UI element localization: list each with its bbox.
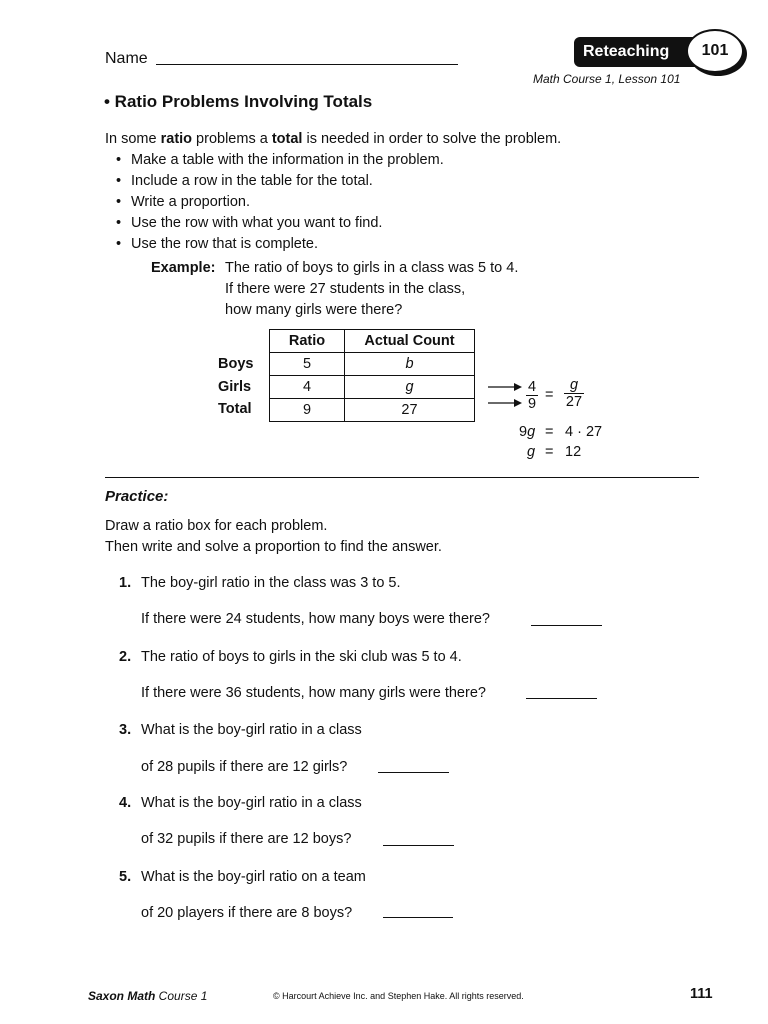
ratio-header: Ratio: [270, 330, 345, 353]
footer-course: Course 1: [155, 989, 208, 1003]
step-coefficient: 9: [519, 424, 528, 440]
intro-text: In some: [105, 131, 161, 147]
badge-number: 101: [686, 29, 744, 73]
intro-text: problems a: [192, 131, 272, 147]
problem-number: 3.: [119, 722, 132, 738]
answer-blank[interactable]: [526, 698, 597, 699]
problem-text: If there were 36 students, how many girls were there?: [141, 685, 486, 701]
step-equals: =: [545, 444, 554, 460]
problem-text: of 32 pupils if there are 12 boys?: [141, 831, 352, 847]
answer-blank[interactable]: [383, 845, 454, 846]
table-cell: 5: [270, 353, 345, 376]
practice-heading: Practice:: [105, 488, 169, 505]
problem-number: 2.: [119, 649, 132, 665]
example-line: how many girls were there?: [225, 302, 403, 318]
fraction-right: [564, 377, 584, 410]
footer-brand: [88, 989, 207, 1003]
practice-instruction: Then write and solve a proportion to find the answer.: [105, 539, 442, 555]
practice-instruction: Draw a ratio box for each problem.: [105, 518, 328, 534]
table-cell: 9: [270, 399, 345, 422]
step-rhs: 12: [565, 444, 582, 460]
list-item: • Use the row with what you want to find.: [116, 214, 444, 235]
table-cell: 4: [270, 376, 345, 399]
course-lesson-label: Math Course 1, Lesson 101: [533, 72, 681, 86]
list-item: • Include a row in the table for the total.: [116, 172, 444, 193]
list-item: • Use the row that is complete.: [116, 235, 444, 256]
answer-blank[interactable]: [531, 625, 602, 626]
problem-number: 5.: [119, 869, 132, 885]
footer-copyright: © Harcourt Achieve Inc. and Stephen Hake. All rights reserved.: [273, 991, 524, 1001]
fraction-numerator: g: [569, 377, 579, 393]
step-variable: g: [527, 424, 536, 440]
problem-text: The ratio of boys to girls in the ski club was 5 to 4.: [141, 649, 462, 665]
name-blank-line[interactable]: [156, 64, 458, 65]
answer-blank[interactable]: [378, 772, 449, 773]
fraction-denominator: 9: [527, 396, 537, 412]
problem-number: 4.: [119, 795, 132, 811]
intro-text: is needed in order to solve the problem.: [302, 131, 562, 147]
problem-text: The boy-girl ratio in the class was 3 to 5.: [141, 575, 401, 591]
steps-list: [116, 151, 444, 256]
problem-text: What is the boy-girl ratio in a class: [141, 722, 362, 738]
problem-text: What is the boy-girl ratio in a class: [141, 795, 362, 811]
page-number: 111: [690, 986, 713, 1002]
table-cell: 27: [345, 399, 475, 422]
problem-text: of 28 pupils if there are 12 girls?: [141, 759, 348, 775]
list-item: • Write a proportion.: [116, 193, 444, 214]
example-line: The ratio of boys to girls in a class was 5 to 4.: [225, 260, 519, 276]
intro-keyword-ratio: ratio: [160, 131, 193, 147]
fraction-left: [526, 379, 538, 412]
problem-number: 1.: [119, 575, 132, 591]
ratio-table: [269, 329, 475, 422]
lesson-intro: [105, 131, 561, 147]
badge-label: Reteaching: [574, 37, 702, 67]
table-cell: [345, 376, 475, 399]
equals-sign: =: [545, 387, 554, 403]
answer-blank[interactable]: [383, 917, 453, 918]
step-variable: g: [527, 444, 536, 460]
problem-text: What is the boy-girl ratio on a team: [141, 869, 366, 885]
footer-brand-name: Saxon Math: [88, 989, 156, 1003]
table-cell: [345, 353, 475, 376]
list-item: • Make a table with the information in the problem.: [116, 151, 444, 172]
solution-step: [519, 424, 535, 440]
step-equals: =: [545, 424, 554, 440]
intro-keyword-total: total: [271, 131, 303, 147]
section-divider: [105, 477, 699, 478]
arrow-right-icon: [488, 382, 522, 392]
step-rhs: 4 · 27: [565, 424, 603, 440]
solution-step: [527, 444, 535, 460]
lesson-title: • Ratio Problems Involving Totals: [104, 92, 373, 111]
problem-text: of 20 players if there are 8 boys?: [141, 905, 353, 921]
variable-g: g: [405, 379, 414, 395]
fraction-denominator: 27: [565, 394, 583, 410]
row-label-boys: Boys: [218, 356, 254, 372]
arrow-right-icon: [488, 398, 522, 408]
name-label: Name: [105, 50, 148, 67]
example-label: Example:: [151, 260, 216, 276]
variable-b: b: [405, 356, 414, 372]
row-label-total: Total: [218, 401, 252, 417]
example-line: If there were 27 students in the class,: [225, 281, 466, 297]
actual-count-header: Actual Count: [345, 330, 475, 353]
row-label-girls: Girls: [218, 379, 252, 395]
fraction-numerator: 4: [527, 379, 537, 395]
problem-text: If there were 24 students, how many boys were there?: [141, 611, 490, 627]
